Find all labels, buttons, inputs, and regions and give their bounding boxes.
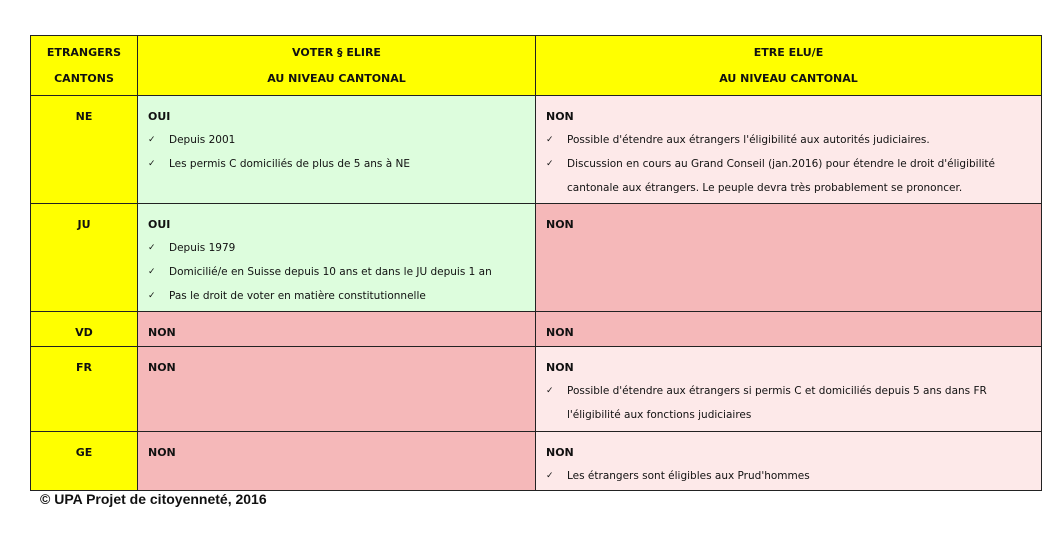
status-label: NON	[546, 218, 574, 231]
check-icon: ✓	[546, 386, 554, 396]
check-icon: ✓	[148, 267, 156, 277]
note-list	[148, 128, 525, 176]
table-row	[31, 312, 1042, 347]
note-text: Pas le droit de voter en matière constitutionnelle	[169, 290, 426, 302]
check-icon: ✓	[148, 243, 156, 253]
vote-cell	[138, 347, 536, 432]
vote-cell	[138, 312, 536, 347]
note-text: Domicilié/e en Suisse depuis 10 ans et dans le JU depuis 1 an	[169, 266, 492, 278]
status-label: NON	[148, 446, 176, 459]
canton-cell	[31, 312, 138, 347]
note-text: Possible d'étendre aux étrangers l'éligibilité aux autorités judiciaires.	[567, 134, 930, 146]
elu-cell	[536, 96, 1042, 204]
status-label: NON	[148, 326, 176, 339]
list-item	[148, 284, 525, 308]
list-item	[148, 128, 525, 152]
header-line: ETRE ELU/E	[753, 45, 824, 59]
header-line: AU NIVEAU CANTONAL	[267, 71, 406, 85]
header-row	[31, 36, 1042, 96]
canton-code: VD	[75, 326, 93, 339]
header-voter	[138, 36, 536, 96]
canton-code: JU	[77, 218, 91, 231]
note-text: Possible d'étendre aux étrangers si permis C et domiciliés depuis 5 ans dans FR l'éligibilité aux fonctions judiciaires	[567, 385, 987, 421]
check-icon: ✓	[148, 159, 156, 169]
elu-cell	[536, 204, 1042, 312]
copyright-footer: © UPA Projet de citoyenneté, 2016	[40, 491, 267, 507]
list-item	[546, 379, 1031, 427]
header-line: CANTONS	[54, 71, 114, 85]
status-label: NON	[546, 326, 574, 339]
elu-cell	[536, 312, 1042, 347]
table-row	[31, 347, 1042, 432]
header-line: VOTER § ELIRE	[292, 45, 381, 59]
table-row	[31, 204, 1042, 312]
vote-cell	[138, 204, 536, 312]
status-label: NON	[546, 446, 574, 459]
check-icon: ✓	[148, 135, 156, 145]
elu-cell	[536, 347, 1042, 432]
canton-code: NE	[75, 110, 93, 123]
note-list	[148, 236, 525, 308]
list-item	[546, 464, 1031, 488]
cantonal-rights-table	[30, 35, 1042, 491]
note-text: Discussion en cours au Grand Conseil (jan.2016) pour étendre le droit d'éligibilité cantonale aux étrangers. Le peuple devra très probablement se prononcer.	[567, 158, 996, 194]
check-icon: ✓	[148, 291, 156, 301]
check-icon: ✓	[546, 471, 554, 481]
elu-cell	[536, 432, 1042, 491]
status-label: NON	[546, 110, 574, 123]
header-elu	[536, 36, 1042, 96]
note-list	[546, 379, 1031, 427]
canton-code: GE	[75, 446, 93, 459]
list-item	[148, 260, 525, 284]
vote-cell	[138, 432, 536, 491]
canton-cell	[31, 432, 138, 491]
canton-cell	[31, 347, 138, 432]
header-line: ETRANGERS	[46, 45, 122, 59]
note-text: Depuis 2001	[169, 134, 236, 146]
note-text: Les étrangers sont éligibles aux Prud'hommes	[567, 470, 810, 482]
list-item	[546, 128, 1031, 152]
check-icon: ✓	[546, 135, 554, 145]
canton-code: FR	[76, 361, 92, 374]
canton-cell	[31, 204, 138, 312]
note-text: Depuis 1979	[169, 242, 236, 254]
list-item	[148, 152, 525, 176]
status-label: NON	[546, 361, 574, 374]
status-label: NON	[148, 361, 176, 374]
table-row	[31, 96, 1042, 204]
check-icon: ✓	[546, 159, 554, 169]
list-item	[148, 236, 525, 260]
note-list	[546, 464, 1031, 488]
canton-cell	[31, 96, 138, 204]
header-cantons	[31, 36, 138, 96]
note-list	[546, 128, 1031, 200]
status-label: OUI	[148, 110, 171, 123]
status-label: OUI	[148, 218, 171, 231]
header-line: AU NIVEAU CANTONAL	[719, 71, 858, 85]
table-row	[31, 432, 1042, 491]
list-item	[546, 152, 1031, 200]
vote-cell	[138, 96, 536, 204]
note-text: Les permis C domiciliés de plus de 5 ans à NE	[169, 158, 410, 170]
